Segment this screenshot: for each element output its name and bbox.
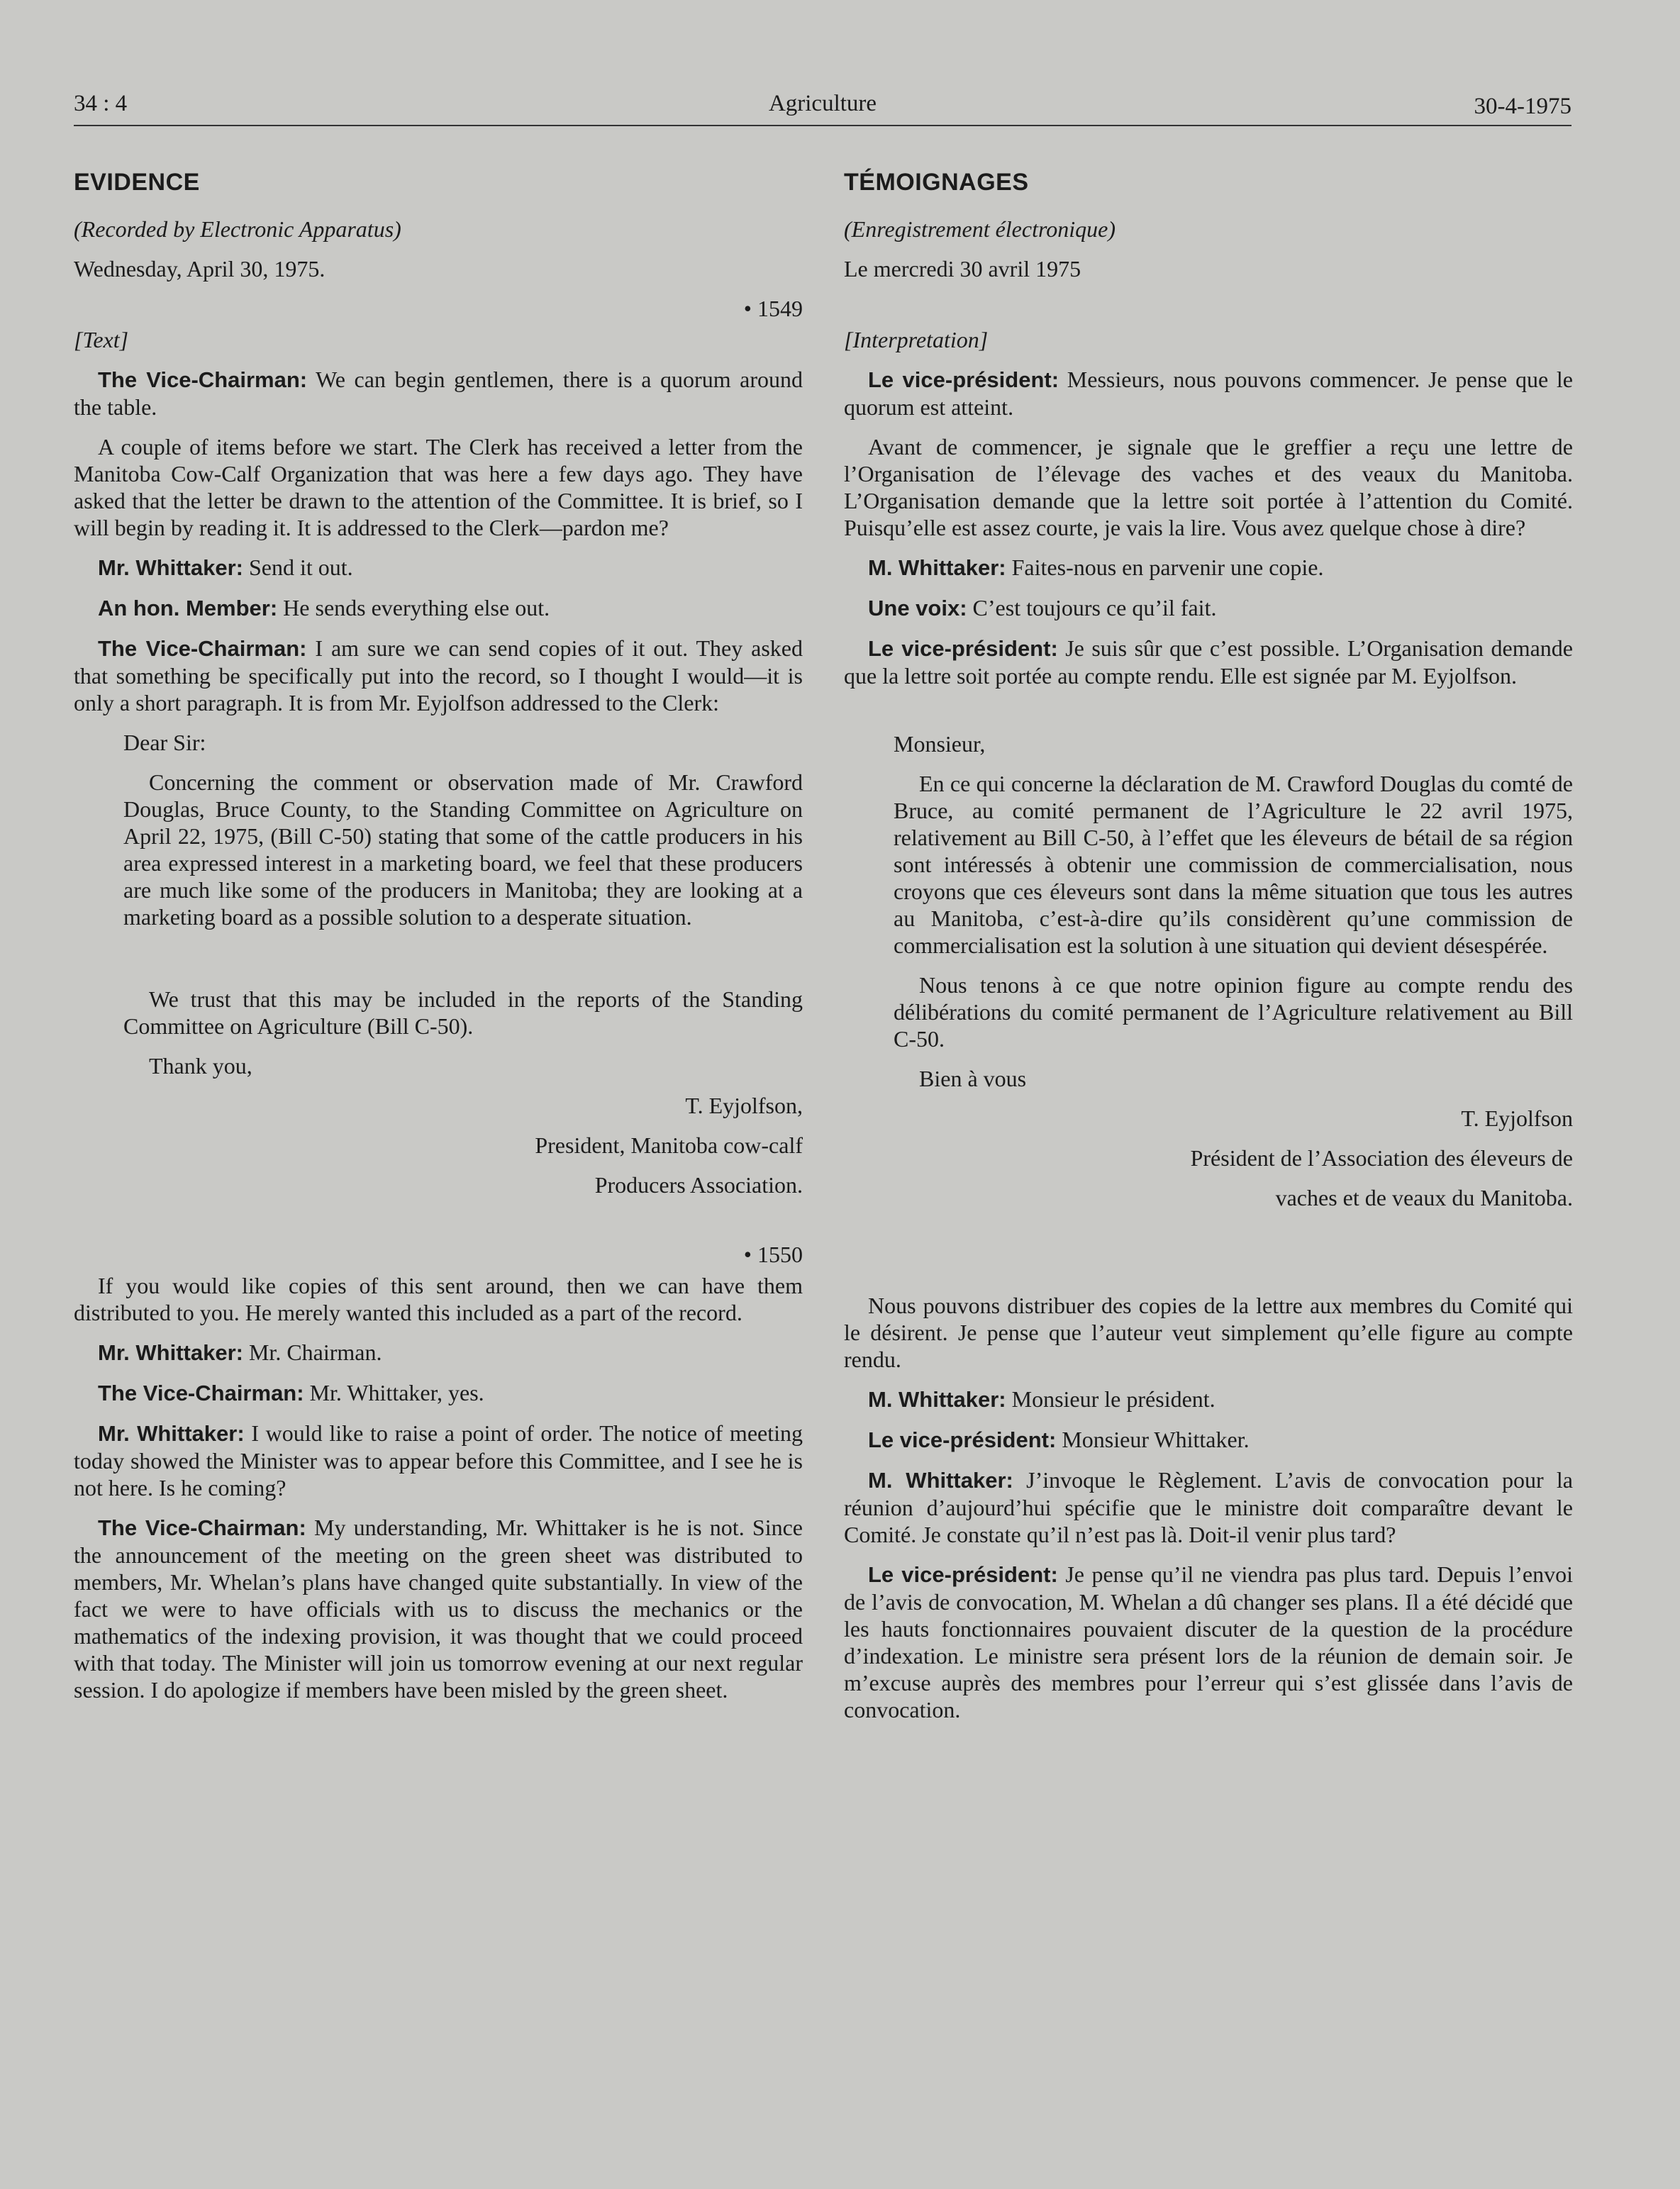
paragraph xyxy=(74,635,803,716)
speaker-name: Le vice-président: xyxy=(868,1562,1058,1587)
speech-text: I would like to raise a point of order. The notice of meeting today showed the Minister was to appear before this Committee, and I see he is not here. Is he coming? xyxy=(74,1420,803,1500)
paragraph: If you would like copies of this sent around, then we can have them distributed to you. He merely wanted this included as a part of the record. xyxy=(74,1273,803,1325)
speaker-name: Le vice-président: xyxy=(868,1427,1057,1452)
speech-text: My understanding, Mr. Whittaker is he is not. Since the announcement of the meeting on the green sheet was distributed to members, Mr. Whelan’s plans have changed quite substantially. In view of the fact we were to have officials with us to discuss the mechanics or the mathematics of the indexing provision, it was thought that we could proceed with that today. The Minister will join us tomorrow evening at our next regular session. I do apologize if members have been misled by the green sheet. xyxy=(74,1515,803,1703)
paragraph: Nous pouvons distribuer des copies de la lettre aux membres du Comité qui le désirent. Je pense que l’auteur veut simplement qu’elle figure au compte rendu. xyxy=(844,1293,1573,1372)
paragraph xyxy=(74,1339,803,1366)
speech-text: We can begin gentlemen, there is a quorum around the table. xyxy=(74,367,803,420)
speech-text: J’invoque le Règlement. L’avis de convocation pour la réunion d’aujourd’hui spécifie que le ministre doit comparaître devant le Comité. Je constate qu’il n’est pas là. Doit-il venir plus tard? xyxy=(844,1467,1573,1547)
letter-closing-note: Nous tenons à ce que notre opinion figure au compte rendu des délibérations du comité permanent de l’Agriculture relativement au Bill C-50. xyxy=(894,972,1573,1052)
speaker-name: Une voix: xyxy=(868,596,967,620)
recording-note: (Enregistrement électronique) xyxy=(844,216,1116,242)
text-tag: [Interpretation] xyxy=(844,327,989,352)
french-column xyxy=(844,169,1573,1736)
header-date: 30-4-1975 xyxy=(1474,94,1571,119)
paragraph xyxy=(74,594,803,622)
speaker-name: M. Whittaker: xyxy=(868,555,1006,580)
signature-title: vaches et de veaux du Manitoba. xyxy=(1275,1185,1573,1210)
time-marker: • 1549 xyxy=(74,295,803,322)
recording-note: (Recorded by Electronic Apparatus) xyxy=(74,216,401,242)
speech-text: Monsieur le président. xyxy=(1006,1386,1216,1412)
meeting-date: Le mercredi 30 avril 1975 xyxy=(844,256,1081,282)
paragraph xyxy=(74,1420,803,1501)
time-marker: • 1550 xyxy=(74,1241,803,1268)
paragraph xyxy=(844,1386,1573,1413)
speaker-name: An hon. Member: xyxy=(98,596,278,620)
letter-body: En ce qui concerne la déclaration de M. Crawford Douglas du comté de Bruce, au comité permanent de l’Agriculture le 22 avril 1975, relativement au Bill C-50, à l’effet que les éleveurs de bétail de sa région sont intéressés à obtenir une commission de commercialisation, nous croyons que ces éleveurs sont dans la même situation que tous les autres au Manitoba, c’est-à-dire qu’ils considèrent qu’une commission de commercialisation est la solution à une situation qui devient désespérée. xyxy=(894,771,1573,958)
letter-closing-note: We trust that this may be included in the reports of the Standing Committee on Agriculture (Bill C-50). xyxy=(123,986,803,1039)
paragraph xyxy=(74,1514,803,1703)
paragraph xyxy=(844,594,1573,622)
paragraph xyxy=(844,635,1573,689)
text-tag: [Text] xyxy=(74,327,129,352)
paragraph xyxy=(844,366,1573,420)
running-title: Agriculture xyxy=(768,91,877,116)
speaker-name: Mr. Whittaker: xyxy=(98,555,243,580)
letter-salutation: Dear Sir: xyxy=(123,730,206,755)
section-heading: EVIDENCE xyxy=(74,169,200,196)
paragraph xyxy=(74,554,803,581)
english-column xyxy=(74,169,803,1716)
speaker-name: The Vice-Chairman: xyxy=(98,367,308,392)
speech-text: Monsieur Whittaker. xyxy=(1056,1427,1250,1452)
section-heading: TÉMOIGNAGES xyxy=(844,169,1029,196)
speech-text: Je pense qu’il ne viendra pas plus tard. Depuis l’envoi de l’avis de convocation, M. Whelan a dû changer ses plans. Il a été décidé que les hauts fonctionnaires pouvaient discuter de la question de la procédure d’indexation. Le ministre sera présent lors de la réunion de demain soir. Je m’excuse auprès des membres pour l’erreur qui s’est glissée dans l’avis de convocation. xyxy=(844,1561,1573,1722)
letter-body: Concerning the comment or observation made of Mr. Crawford Douglas, Bruce County, to the Standing Committee on Agriculture on April 22, 1975, (Bill C-50) stating that some of the cattle producers in his area expressed interest in a marketing board, we feel that these producers are much like some of the producers in Manitoba; they are looking at a marketing board as a possible solution to a desperate situation. xyxy=(123,769,803,930)
signature-name: T. Eyjolfson, xyxy=(685,1093,803,1118)
signature-title: Producers Association. xyxy=(594,1172,803,1198)
page-header xyxy=(74,89,1571,126)
letter-salutation: Monsieur, xyxy=(894,731,986,757)
letter-block xyxy=(74,729,803,1198)
paragraph xyxy=(844,1561,1573,1723)
signature-title: Président de l’Association des éleveurs de xyxy=(1190,1145,1573,1171)
paragraph: A couple of items before we start. The Clerk has received a letter from the Manitoba Cow-Calf Organization that was here a few days ago. They have asked that the letter be drawn to the attention of the Committee. It is brief, so I will begin by reading it. It is addressed to the Clerk—pardon me? xyxy=(74,434,803,540)
speaker-name: The Vice-Chairman: xyxy=(98,636,307,661)
paragraph xyxy=(844,1466,1573,1548)
speech-text: C’est toujours ce qu’il fait. xyxy=(967,595,1217,620)
paragraph xyxy=(844,1426,1573,1454)
speaker-name: M. Whittaker: xyxy=(868,1468,1013,1493)
speaker-name: M. Whittaker: xyxy=(868,1387,1006,1412)
speech-text: Messieurs, nous pouvons commencer. Je pense que le quorum est atteint. xyxy=(844,367,1574,420)
speech-text: Send it out. xyxy=(243,555,353,580)
speaker-name: Mr. Whittaker: xyxy=(98,1340,243,1365)
page-number: 34 : 4 xyxy=(74,91,128,116)
speaker-name: Le vice-président: xyxy=(868,636,1058,661)
letter-thanks: Thank you, xyxy=(149,1053,252,1079)
speech-text: Je suis sûr que c’est possible. L’Organisation demande que la lettre soit portée au compte rendu. Elle est signée par M. Eyjolfson. xyxy=(844,635,1573,689)
speech-text: Faites-nous en parvenir une copie. xyxy=(1006,555,1324,580)
signature-title: President, Manitoba cow-calf xyxy=(535,1132,803,1158)
letter-thanks: Bien à vous xyxy=(919,1066,1027,1091)
speaker-name: The Vice-Chairman: xyxy=(98,1381,304,1405)
speaker-name: Le vice-président: xyxy=(868,367,1059,392)
paragraph: Avant de commencer, je signale que le greffier a reçu une lettre de l’Organisation de l’élevage des vaches et des veaux du Manitoba. L’Organisation demande que la lettre soit portée à l’attention du Comité. Puisqu’elle est assez courte, je vais la lire. Vous avez quelque chose à dire? xyxy=(844,434,1573,540)
speech-text: Mr. Whittaker, yes. xyxy=(304,1380,484,1405)
speech-text: He sends everything else out. xyxy=(277,595,550,620)
speech-text: I am sure we can send copies of it out. They asked that something be specifically put into the record, so I thought I would—it is only a short paragraph. It is from Mr. Eyjolfson addressed to the Clerk: xyxy=(74,635,803,715)
paragraph xyxy=(844,554,1573,581)
signature-name: T. Eyjolfson xyxy=(1461,1105,1573,1131)
speaker-name: The Vice-Chairman: xyxy=(98,1515,306,1540)
letter-block xyxy=(844,730,1573,1211)
speaker-name: Mr. Whittaker: xyxy=(98,1421,245,1446)
speech-text: Mr. Chairman. xyxy=(243,1339,382,1365)
meeting-date: Wednesday, April 30, 1975. xyxy=(74,256,326,282)
paragraph xyxy=(74,366,803,420)
paragraph xyxy=(74,1379,803,1407)
